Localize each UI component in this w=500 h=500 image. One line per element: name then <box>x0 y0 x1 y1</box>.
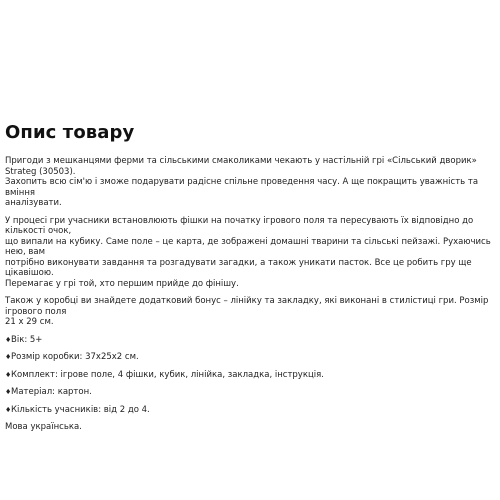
language-note: Мова українська. <box>5 422 82 432</box>
spec-item-box-size <box>5 352 495 363</box>
bullet-icon: ♦ <box>5 335 12 344</box>
description-paragraph-intro: Пригоди з мешканцями ферми та сільськими смаколиками чекають у настільній грі «Сільський дворик» Strateg (30503). Захопить всю сім'ю і зможе подарувати радісне спільне проведення часу. А ще покращить уважність та вміння аналізувати. <box>5 156 479 208</box>
bullet-icon: ♦ <box>5 388 12 396</box>
spec-item-players <box>5 405 495 416</box>
spec-text: Комплект: ігрове поле, 4 фішки, кубик, лінійка, закладка, інструкція. <box>11 369 324 380</box>
description-paragraph-bonus: Також у коробці ви знайдете додатковий бонус – лінійку та закладку, які виконані в стилістиці гри. Розмір ігрового поля 21 х 29 см. <box>5 296 489 327</box>
spec-item-material <box>5 387 495 398</box>
bullet-icon: ♦ <box>5 353 12 361</box>
bullet-icon: ♦ <box>5 370 12 379</box>
bullet-icon: ♦ <box>5 405 12 414</box>
spec-text: Вік: 5+ <box>11 334 43 345</box>
product-description-section <box>5 122 495 440</box>
description-paragraph-gameplay: У процесі гри учасники встановлюють фішки на початку ігрового поля та пересувають їх відповідно до кількості очок, що випали на кубику. Саме поле – це карта, де зображені домашні тварини та сільські пейзажі. Рухаючись нею, вам потрібно виконувати завдання та розгадувати загадки, а також уникати пасток. Все це робить гру ще цікавішою. Перемагає у грі той, хто першим прийде до фінішу. <box>5 215 491 289</box>
spec-text: Розмір коробки: 37х25х2 см. <box>11 352 139 362</box>
spec-item-contents <box>5 370 495 381</box>
spec-item-age <box>5 335 495 346</box>
spec-text: Кількість учасників: від 2 до 4. <box>11 404 150 415</box>
section-title: Опис товару <box>5 122 135 143</box>
spec-text: Матеріал: картон. <box>11 387 92 397</box>
